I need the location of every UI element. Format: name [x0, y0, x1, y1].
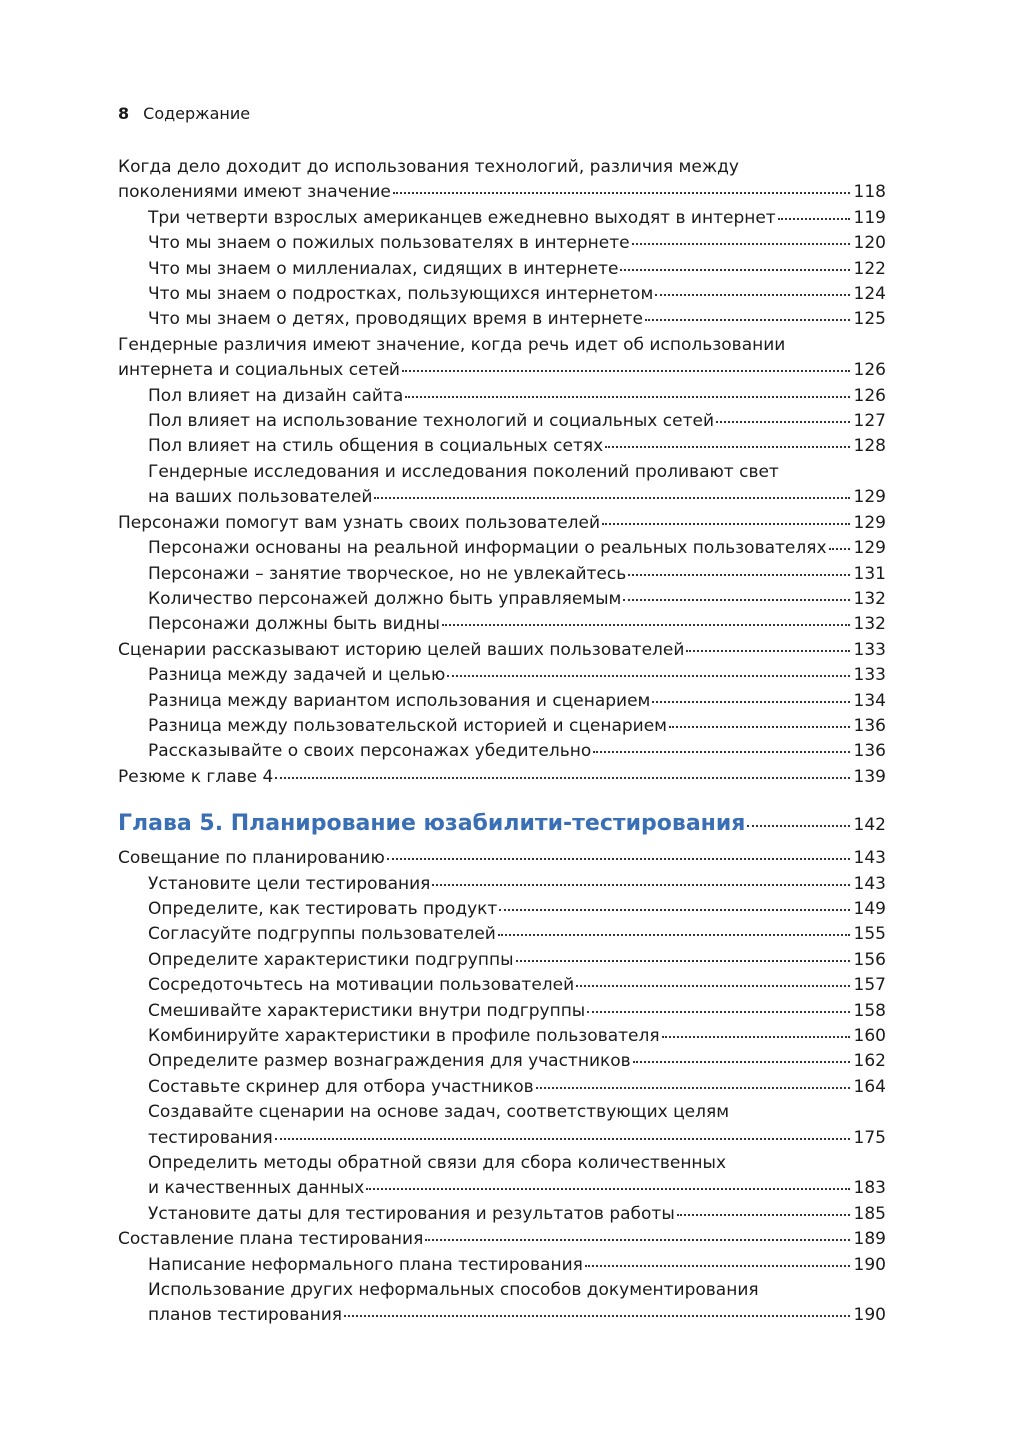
toc-entry-line [148, 485, 886, 510]
toc-entry-title: Написание неформального плана тестирования [148, 1254, 583, 1275]
toc-page-number: 122 [853, 258, 886, 279]
toc-entry-title: Установите цели тестирования [148, 873, 431, 894]
toc-subsection-entry[interactable] [118, 973, 886, 998]
running-header [118, 103, 250, 125]
dot-leader [447, 674, 850, 677]
toc-entry-line [148, 739, 886, 764]
dot-leader [344, 1314, 850, 1317]
toc-entry-line [148, 897, 886, 922]
toc-subsection-entry[interactable] [118, 1202, 886, 1227]
toc-entry-line [148, 257, 886, 282]
toc-entry-title: Смешивайте характеристики внутри подгруппы [148, 1000, 586, 1021]
toc-entry-line [148, 1126, 886, 1151]
toc-entry-title: Установите даты для тестирования и результатов работы [148, 1203, 675, 1224]
toc-section-entry[interactable] [118, 765, 886, 790]
dot-leader [425, 1238, 850, 1241]
dot-leader [275, 1137, 850, 1140]
toc-page-number: 125 [853, 309, 886, 330]
toc-section-entry[interactable] [118, 511, 886, 536]
toc-subsection-entry[interactable] [118, 231, 886, 256]
toc-subsection-entry[interactable] [118, 307, 886, 332]
toc-entry-line [148, 612, 886, 637]
toc-subsection-entry[interactable] [118, 872, 886, 897]
toc-page-number: 118 [853, 182, 886, 203]
toc-entry-line [148, 1253, 886, 1278]
toc-page-number: 162 [853, 1051, 886, 1072]
toc-page-number: 124 [853, 284, 886, 305]
toc-page-number: 183 [853, 1178, 886, 1199]
dot-leader [499, 908, 850, 911]
toc-entry-title: Совещание по планированию [118, 848, 385, 869]
toc-subsection-entry[interactable] [118, 434, 886, 459]
toc-entry-line [118, 765, 886, 790]
toc-page-number: 139 [853, 766, 886, 787]
toc-subsection-entry[interactable] [118, 1278, 886, 1329]
toc-entry-title: Разница между вариантом использования и сценарием [148, 690, 651, 711]
dot-leader [275, 776, 850, 779]
toc-page-number: 136 [853, 741, 886, 762]
toc-entry-title: Что мы знаем о миллениалах, сидящих в интернете [148, 258, 619, 279]
toc-page-number: 190 [853, 1254, 886, 1275]
toc-entry-line [148, 434, 886, 459]
toc-page-number: 156 [853, 949, 886, 970]
toc-page-number: 128 [853, 436, 886, 457]
toc-entry-title: Пол влияет на использование технологий и социальных сетей [148, 411, 714, 432]
dot-leader [366, 1187, 850, 1190]
dot-leader [516, 959, 850, 962]
toc-entry-line [148, 231, 886, 256]
toc-entry-line [148, 1075, 886, 1100]
toc-subsection-entry[interactable] [118, 206, 886, 231]
toc-subsection-entry[interactable] [118, 1024, 886, 1049]
dot-leader [645, 318, 850, 321]
toc-entry-title: Резюме к главе 4 [118, 766, 274, 787]
toc-page-number: 129 [853, 487, 886, 508]
toc-entry-title: Сосредоточьтесь на мотивации пользователей [148, 975, 575, 996]
toc-entry-title: Что мы знаем о подростках, пользующихся интернетом [148, 284, 654, 305]
toc-entry-line [148, 1303, 886, 1328]
toc-subsection-entry[interactable] [118, 1100, 886, 1151]
toc-entry-line [148, 999, 886, 1024]
toc-entry-title: Персонажи помогут вам узнать своих пользователей [118, 512, 601, 533]
toc-entry-title: Разница между пользовательской историей и сценарием [148, 715, 668, 736]
toc-subsection-entry[interactable] [118, 562, 886, 587]
toc-subsection-entry[interactable] [118, 536, 886, 561]
toc-page-number: 136 [853, 715, 886, 736]
toc-page-number: 143 [853, 848, 886, 869]
dot-leader [593, 750, 850, 753]
toc-section-entry[interactable] [118, 155, 886, 206]
toc-page-number: 133 [853, 639, 886, 660]
toc-entry-line [148, 663, 886, 688]
toc-subsection-entry[interactable] [118, 948, 886, 973]
toc-entry-title: тестирования [148, 1127, 273, 1148]
toc-subsection-entry[interactable] [118, 897, 886, 922]
toc-page-number: 149 [853, 898, 886, 919]
toc-page-number: 185 [853, 1203, 886, 1224]
dot-leader [442, 623, 850, 626]
toc-entry-line [148, 1176, 886, 1201]
toc-entry-line [148, 922, 886, 947]
toc-subsection-entry[interactable] [118, 282, 886, 307]
toc-subsection-entry[interactable] [118, 999, 886, 1024]
toc-entry-title: на ваших пользователей [148, 487, 373, 508]
dot-leader [620, 268, 850, 271]
dot-leader [387, 857, 850, 860]
toc-page-number: 129 [853, 512, 886, 533]
toc-page-number: 127 [853, 411, 886, 432]
running-title: Содержание [143, 104, 251, 123]
toc-page-number: 119 [853, 207, 886, 228]
toc-entry-title: Что мы знаем о детях, проводящих время в интернете [148, 309, 643, 330]
toc-page-number: 132 [853, 614, 886, 635]
toc-page-number: 189 [853, 1229, 886, 1250]
toc-subsection-entry[interactable] [118, 1151, 886, 1202]
dot-leader [585, 1264, 850, 1267]
toc-entry-title: планов тестирования [148, 1305, 343, 1326]
toc-entry-title: Составьте скринер для отбора участников [148, 1076, 534, 1097]
dot-leader [405, 395, 850, 398]
toc-entry-line [118, 806, 886, 842]
toc-entry-title-line: Гендерные различия имеют значение, когда речь идет об использовании [118, 334, 786, 355]
dot-leader [686, 649, 850, 652]
toc-entry-title-line: Определить методы обратной связи для сбора количественных [148, 1153, 727, 1174]
toc-entry-title: Персонажи – занятие творческое, но не увлекайтесь [148, 563, 627, 584]
toc-subsection-entry[interactable] [118, 714, 886, 739]
toc-entry-line [148, 1024, 886, 1049]
toc-entry-title: интернета и социальных сетей [118, 360, 400, 381]
toc-subsection-entry[interactable] [118, 689, 886, 714]
toc-entry-line [148, 1202, 886, 1227]
toc-subsection-entry[interactable] [118, 1075, 886, 1100]
toc-subsection-entry[interactable] [118, 409, 886, 434]
toc-page-number: 190 [853, 1305, 886, 1326]
dot-leader [536, 1086, 850, 1089]
dot-leader [677, 1213, 850, 1216]
toc-page-number: 131 [853, 563, 886, 584]
toc-subsection-entry[interactable] [118, 1049, 886, 1074]
toc-subsection-entry[interactable] [118, 1253, 886, 1278]
toc-entry-title: Пол влияет на стиль общения в социальных сетях [148, 436, 604, 457]
toc-page-number: 132 [853, 588, 886, 609]
toc-entry-title: Согласуйте подгруппы пользователей [148, 924, 496, 945]
toc-page-number: 120 [853, 233, 886, 254]
dot-leader [498, 933, 850, 936]
dot-leader [587, 1010, 850, 1013]
dot-leader [432, 883, 850, 886]
toc-entry-line [148, 206, 886, 231]
toc-entry-title-line: Создавайте сценарии на основе задач, соответствующих целям [148, 1102, 730, 1123]
dot-leader [402, 369, 850, 372]
toc-entry-title: Количество персонажей должно быть управляемым [148, 588, 622, 609]
toc-entry-title: Комбинируйте характеристики в профиле пользователя [148, 1026, 660, 1046]
toc-page-number: 160 [853, 1026, 886, 1046]
toc-entry-title: Рассказывайте о своих персонажах убедительно [148, 741, 592, 762]
toc-entry-line [118, 1227, 886, 1252]
dot-leader [655, 293, 850, 296]
toc-entry-title: Определите, как тестировать продукт [148, 898, 498, 919]
page-number: 8 [118, 104, 130, 123]
toc-entry-title-line: Использование других неформальных способов документирования [148, 1280, 759, 1301]
toc-page-number: 157 [853, 975, 886, 996]
toc-page-number: 175 [853, 1127, 886, 1148]
dot-leader [576, 984, 850, 987]
toc-page-number: 142 [853, 815, 886, 836]
toc-subsection-entry[interactable] [118, 384, 886, 409]
toc-subsection-entry[interactable] [118, 739, 886, 764]
toc-subsection-entry[interactable] [118, 460, 886, 511]
toc-subsection-entry[interactable] [118, 257, 886, 282]
toc-page-number: 129 [853, 538, 886, 559]
toc-section-entry[interactable] [118, 1227, 886, 1252]
dot-leader [716, 420, 850, 423]
toc-entry-line [148, 973, 886, 998]
toc-entry-line [148, 714, 886, 739]
toc-entry-title: Персонажи основаны на реальной информации о реальных пользователях [148, 538, 827, 559]
toc-entry-title: поколениями имеют значение [118, 182, 391, 203]
toc-entry-title: Три четверти взрослых американцев ежедневно выходят в интернет [148, 207, 776, 228]
dot-leader [652, 700, 850, 703]
toc-entry-line [148, 872, 886, 897]
toc-subsection-entry[interactable] [118, 663, 886, 688]
toc-entry-line [148, 587, 886, 612]
toc-page-number: 134 [853, 690, 886, 711]
toc-page-number: 126 [853, 385, 886, 406]
toc-entry-line [118, 511, 886, 536]
toc-section-entry[interactable] [118, 333, 886, 384]
toc-entry-title-line: Гендерные исследования и исследования поколений проливают свет [148, 461, 779, 482]
toc-entry-line [148, 536, 886, 561]
toc-page-number: 126 [853, 360, 886, 381]
toc-section-entry[interactable] [118, 846, 886, 871]
dot-leader [628, 573, 850, 576]
toc-entry-title: Разница между задачей и целью [148, 665, 446, 686]
toc-page-number: 143 [853, 873, 886, 894]
toc-entry-line [148, 562, 886, 587]
toc-entry-title: Что мы знаем о пожилых пользователях в интернете [148, 233, 630, 254]
toc-entry-title: Составление плана тестирования [118, 1229, 424, 1250]
dot-leader [632, 242, 850, 245]
toc-entry-title: Сценарии рассказывают историю целей ваших пользователей [118, 639, 685, 660]
dot-leader [605, 445, 850, 448]
toc-page-number: 158 [853, 1000, 886, 1021]
toc-entry-title: Пол влияет на дизайн сайта [148, 385, 404, 406]
toc-entry-line [148, 409, 886, 434]
toc-entry-line [148, 307, 886, 332]
toc-entry-title: Персонажи должны быть видны [148, 614, 440, 635]
toc-entry-line [148, 948, 886, 973]
dot-leader [623, 598, 850, 601]
dot-leader [829, 547, 850, 550]
dot-leader [633, 1060, 850, 1063]
toc-page-number: 155 [853, 924, 886, 945]
toc-entry-title: Определите характеристики подгруппы [148, 949, 514, 970]
table-of-contents [118, 155, 886, 1329]
toc-entry-title: Глава 5. Планирование юзабилити-тестирования [118, 811, 746, 837]
toc-entry-line [118, 638, 886, 663]
dot-leader [778, 217, 850, 220]
toc-section-entry[interactable] [118, 638, 886, 663]
toc-subsection-entry[interactable] [118, 587, 886, 612]
toc-page-number: 164 [853, 1076, 886, 1097]
toc-entry-line [118, 846, 886, 871]
dot-leader [747, 824, 850, 827]
toc-entry-line [148, 282, 886, 307]
toc-entry-title-line: Когда дело доходит до использования технологий, различия между [118, 157, 739, 177]
toc-entry-line [148, 384, 886, 409]
toc-entry-title: Определите размер вознаграждения для участников [148, 1051, 631, 1072]
toc-entry-title: и качественных данных [148, 1178, 365, 1199]
toc-entry-line [118, 358, 886, 383]
dot-leader [393, 191, 850, 194]
toc-page-number: 133 [853, 665, 886, 686]
dot-leader [662, 1035, 850, 1038]
dot-leader [669, 725, 850, 728]
toc-entry-line [118, 180, 886, 205]
toc-chapter-heading[interactable] [118, 806, 886, 842]
dot-leader [374, 496, 850, 499]
toc-entry-line [148, 689, 886, 714]
toc-subsection-entry[interactable] [118, 922, 886, 947]
dot-leader [602, 522, 850, 525]
toc-entry-line [148, 1049, 886, 1074]
toc-subsection-entry[interactable] [118, 612, 886, 637]
